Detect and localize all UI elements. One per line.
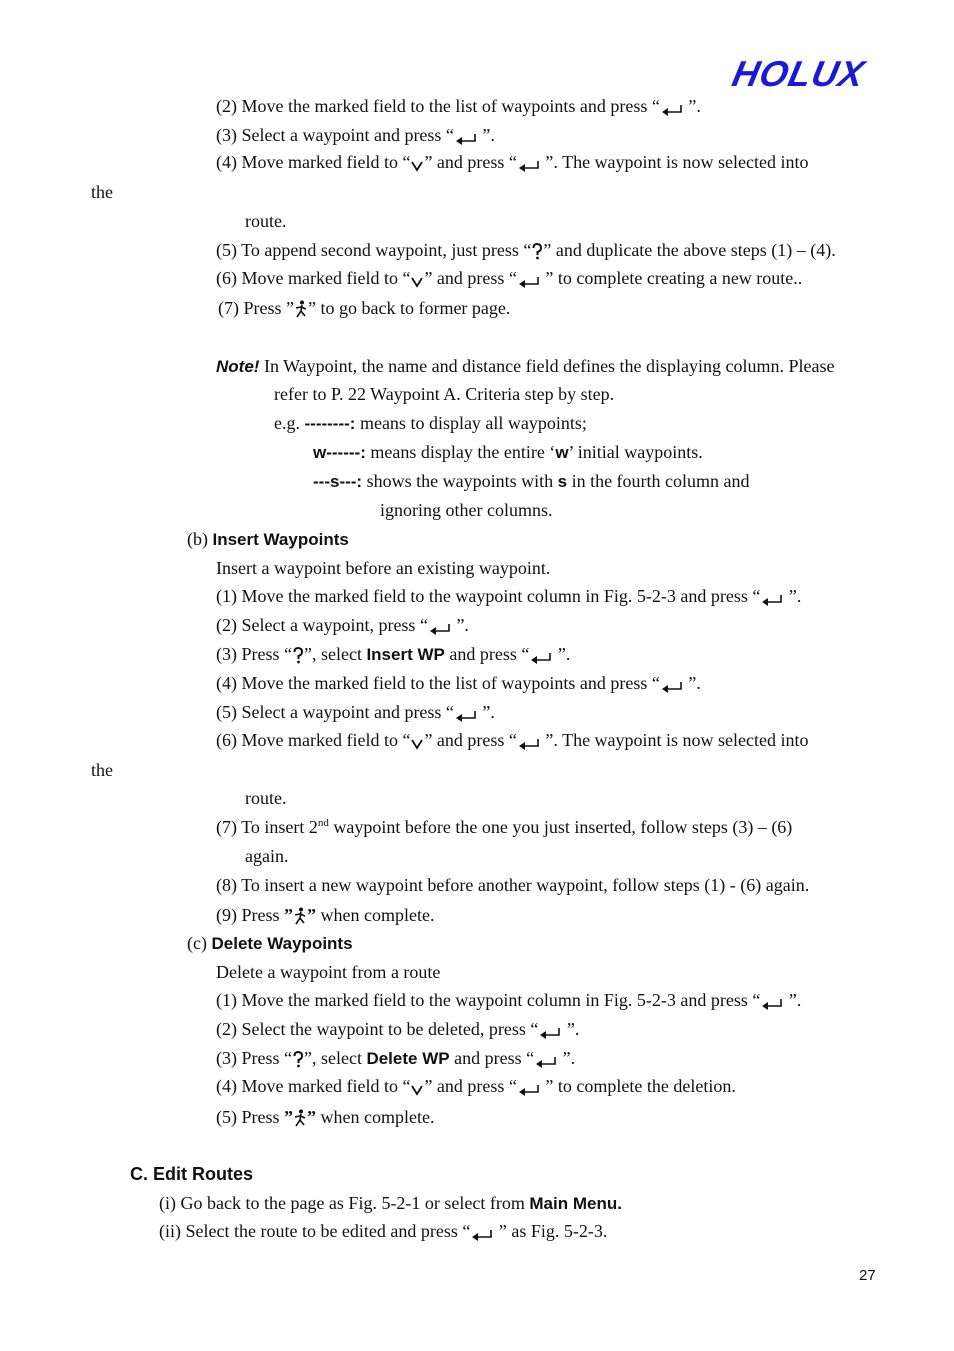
enter-key-icon bbox=[517, 1077, 541, 1099]
text-the: the bbox=[91, 182, 113, 202]
text-route: route. bbox=[245, 211, 287, 231]
section-b-heading: (b) Insert Waypoints bbox=[187, 529, 349, 549]
enter-key-icon bbox=[760, 991, 784, 1013]
holux-logo: HOLUX bbox=[728, 53, 869, 94]
down-arrow-icon bbox=[410, 731, 424, 753]
note-line-2: refer to P. 22 Waypoint A. Criteria step by step. bbox=[274, 384, 615, 404]
step-c3: (3) Press “ ”, select Delete WP and press “ ”. bbox=[216, 1047, 575, 1071]
section-b-desc: Insert a waypoint before an existing waypoint. bbox=[216, 558, 551, 578]
step-b2: (2) Select a waypoint, press “ ”. bbox=[216, 614, 469, 638]
note-line-1: Note! In Waypoint, the name and distance field defines the displaying column. Please bbox=[216, 356, 835, 376]
escape-figure-icon bbox=[293, 1108, 307, 1130]
note-line-6: ignoring other columns. bbox=[380, 500, 553, 520]
enter-key-icon bbox=[660, 674, 684, 696]
step-c4: (4) Move marked field to “ ” and press “ ” to complete the deletion. bbox=[216, 1075, 736, 1099]
down-arrow-icon bbox=[410, 1077, 424, 1099]
enter-key-icon bbox=[760, 587, 784, 609]
text-the: the bbox=[91, 760, 113, 780]
step-b4: (4) Move the marked field to the list of waypoints and press “ ”. bbox=[216, 672, 701, 696]
section-c-desc: Delete a waypoint from a route bbox=[216, 962, 441, 982]
note-label: Note! bbox=[216, 357, 260, 376]
step-a2: (2) Move the marked field to the list of waypoints and press “ ”. bbox=[216, 95, 701, 119]
note-line-5: ---s---: shows the waypoints with s in the fourth column and bbox=[313, 471, 750, 491]
question-mark-icon bbox=[292, 1049, 304, 1071]
step-b1: (1) Move the marked field to the waypoint column in Fig. 5-2-3 and press “ ”. bbox=[216, 585, 801, 609]
step-c1: (1) Move the marked field to the waypoint column in Fig. 5-2-3 and press “ ”. bbox=[216, 989, 801, 1013]
step-b3: (3) Press “ ”, select Insert WP and press “ ”. bbox=[216, 643, 570, 667]
section-c-heading: (c) Delete Waypoints bbox=[187, 933, 353, 953]
step-b9: (9) Press ” ” when complete. bbox=[216, 904, 434, 928]
text-route: route. bbox=[245, 788, 287, 808]
edit-routes-heading: C. Edit Routes bbox=[130, 1164, 254, 1184]
enter-key-icon bbox=[428, 616, 452, 638]
step-a3: (3) Select a waypoint and press “ ”. bbox=[216, 124, 495, 148]
enter-key-icon bbox=[517, 269, 541, 291]
step-a4: (4) Move marked field to “ ” and press “ ”. The waypoint is now selected into bbox=[216, 151, 809, 175]
enter-key-icon bbox=[534, 1049, 558, 1071]
step-b6: (6) Move marked field to “ ” and press “ ”. The waypoint is now selected into bbox=[216, 729, 809, 753]
enter-key-icon bbox=[470, 1222, 494, 1244]
step-e2: (ii) Select the route to be edited and press “ ” as Fig. 5-2-3. bbox=[159, 1220, 607, 1244]
note-line-4: w------: means display the entire ‘w’ initial waypoints. bbox=[313, 442, 703, 462]
down-arrow-icon bbox=[410, 269, 424, 291]
question-mark-icon bbox=[531, 241, 543, 263]
enter-key-icon bbox=[454, 703, 478, 725]
step-e1: (i) Go back to the page as Fig. 5-2-1 or select from Main Menu. bbox=[159, 1193, 622, 1213]
enter-key-icon bbox=[529, 645, 553, 667]
step-b5: (5) Select a waypoint and press “ ”. bbox=[216, 701, 495, 725]
step-b7: (7) To insert 2nd waypoint before the one you just inserted, follow steps (3) – (6) bbox=[216, 817, 793, 837]
step-c2: (2) Select the waypoint to be deleted, press “ ”. bbox=[216, 1018, 579, 1042]
step-c5: (5) Press ” ” when complete. bbox=[216, 1106, 434, 1130]
enter-key-icon bbox=[660, 97, 684, 119]
step-a7: (7) Press ” ” to go back to former page. bbox=[218, 297, 510, 321]
step-a5: (5) To append second waypoint, just press “ ” and duplicate the above steps (1) – (4). bbox=[216, 239, 836, 263]
down-arrow-icon bbox=[410, 153, 424, 175]
note-line-3: e.g. --------: means to display all waypoints; bbox=[274, 413, 587, 433]
enter-key-icon bbox=[454, 126, 478, 148]
step-a6: (6) Move marked field to “ ” and press “ ” to complete creating a new route.. bbox=[216, 267, 802, 291]
enter-key-icon bbox=[538, 1020, 562, 1042]
step-b8: (8) To insert a new waypoint before another waypoint, follow steps (1) - (6) again. bbox=[216, 875, 810, 895]
enter-key-icon bbox=[517, 153, 541, 175]
escape-figure-icon bbox=[294, 299, 308, 321]
question-mark-icon bbox=[292, 645, 304, 667]
escape-figure-icon bbox=[293, 906, 307, 928]
step-b7-again: again. bbox=[245, 846, 289, 866]
page-number: 27 bbox=[859, 1267, 876, 1284]
enter-key-icon bbox=[517, 731, 541, 753]
